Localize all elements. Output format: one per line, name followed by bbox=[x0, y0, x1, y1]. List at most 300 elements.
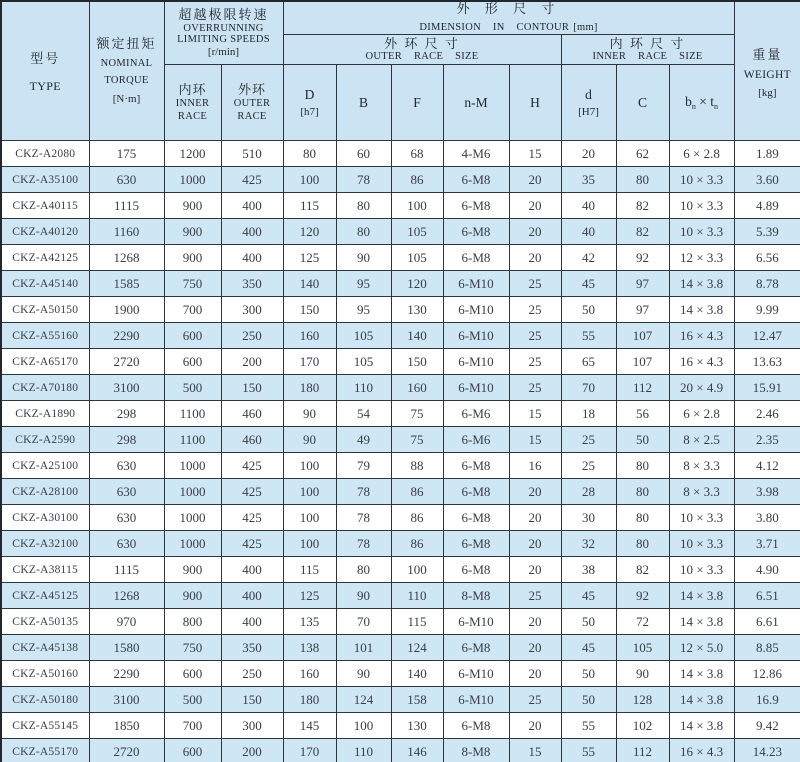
cell-C: 80 bbox=[616, 453, 669, 479]
cell-C: 80 bbox=[616, 167, 669, 193]
type-label-zh: 型号 bbox=[30, 51, 61, 67]
cell-torque: 298 bbox=[89, 427, 164, 453]
cell-F: 86 bbox=[391, 479, 443, 505]
cell-bxt: 20 × 4.9 bbox=[669, 375, 734, 401]
cell-speed-outer: 510 bbox=[221, 141, 283, 167]
cell-speed-outer: 460 bbox=[221, 427, 283, 453]
cell-H: 15 bbox=[509, 401, 561, 427]
cell-n-M: 6-M8 bbox=[443, 193, 509, 219]
col-header-speed-inner bbox=[164, 65, 221, 141]
cell-n-M: 6-M8 bbox=[443, 479, 509, 505]
cell-C: 102 bbox=[616, 713, 669, 739]
cell-n-M: 6-M10 bbox=[443, 609, 509, 635]
header-row-1 bbox=[1, 1, 800, 35]
cell-speed-outer: 250 bbox=[221, 323, 283, 349]
table-row bbox=[1, 193, 800, 219]
cell-d: 25 bbox=[561, 427, 616, 453]
table-body bbox=[1, 141, 800, 762]
cell-speed-inner: 750 bbox=[164, 635, 221, 661]
cell-type: CKZ-A1890 bbox=[1, 401, 89, 427]
cell-H: 15 bbox=[509, 427, 561, 453]
cell-C: 128 bbox=[616, 687, 669, 713]
col-header-weight bbox=[734, 1, 800, 141]
cell-weight: 16.9 bbox=[734, 687, 800, 713]
cell-H: 20 bbox=[509, 713, 561, 739]
cell-torque: 630 bbox=[89, 479, 164, 505]
cell-speed-inner: 1000 bbox=[164, 505, 221, 531]
table-row bbox=[1, 271, 800, 297]
cell-d: 20 bbox=[561, 141, 616, 167]
cell-speed-outer: 300 bbox=[221, 297, 283, 323]
col-header-B: B bbox=[336, 65, 391, 141]
cell-H: 20 bbox=[509, 609, 561, 635]
cell-D: 100 bbox=[283, 505, 336, 531]
cell-weight: 12.47 bbox=[734, 323, 800, 349]
cell-weight: 9.42 bbox=[734, 713, 800, 739]
speed-outer-en2: RACE bbox=[237, 111, 267, 123]
cell-speed-inner: 1100 bbox=[164, 427, 221, 453]
cell-speed-inner: 800 bbox=[164, 609, 221, 635]
cell-speed-inner: 1000 bbox=[164, 479, 221, 505]
cell-C: 80 bbox=[616, 505, 669, 531]
cell-F: 88 bbox=[391, 453, 443, 479]
cell-weight: 13.63 bbox=[734, 349, 800, 375]
cell-D: 125 bbox=[283, 245, 336, 271]
cell-d: 32 bbox=[561, 531, 616, 557]
cell-type: CKZ-A50160 bbox=[1, 661, 89, 687]
cell-speed-outer: 400 bbox=[221, 609, 283, 635]
cell-speed-inner: 600 bbox=[164, 661, 221, 687]
cell-speed-inner: 1200 bbox=[164, 141, 221, 167]
cell-F: 115 bbox=[391, 609, 443, 635]
cell-bxt: 14 × 3.8 bbox=[669, 583, 734, 609]
cell-bxt: 14 × 3.8 bbox=[669, 609, 734, 635]
cell-B: 79 bbox=[336, 453, 391, 479]
col-d-unit: [H7] bbox=[578, 105, 599, 118]
cell-n-M: 6-M8 bbox=[443, 635, 509, 661]
cell-type: CKZ-A35100 bbox=[1, 167, 89, 193]
cell-speed-inner: 500 bbox=[164, 687, 221, 713]
cell-type: CKZ-A65170 bbox=[1, 349, 89, 375]
cell-n-M: 6-M8 bbox=[443, 453, 509, 479]
cell-bxt: 10 × 3.3 bbox=[669, 167, 734, 193]
col-header-type bbox=[1, 1, 89, 141]
cell-B: 78 bbox=[336, 167, 391, 193]
cell-B: 80 bbox=[336, 219, 391, 245]
cell-bxt: 8 × 2.5 bbox=[669, 427, 734, 453]
table-row bbox=[1, 167, 800, 193]
dimension-label-en: DIMENSION IN CONTOUR bbox=[419, 21, 570, 33]
cell-type: CKZ-A28100 bbox=[1, 479, 89, 505]
speed-outer-zh: 外环 bbox=[237, 81, 266, 97]
cell-n-M: 6-M8 bbox=[443, 245, 509, 271]
cell-d: 45 bbox=[561, 271, 616, 297]
cell-type: CKZ-A25100 bbox=[1, 453, 89, 479]
cell-torque: 2720 bbox=[89, 349, 164, 375]
cell-torque: 3100 bbox=[89, 375, 164, 401]
torque-unit: [N·m] bbox=[112, 93, 141, 106]
cell-weight: 6.51 bbox=[734, 583, 800, 609]
cell-speed-inner: 1000 bbox=[164, 167, 221, 193]
col-header-d bbox=[561, 65, 616, 141]
cell-D: 180 bbox=[283, 375, 336, 401]
group-header-outer-size bbox=[283, 35, 561, 65]
cell-weight: 9.99 bbox=[734, 297, 800, 323]
cell-D: 115 bbox=[283, 557, 336, 583]
cell-d: 50 bbox=[561, 661, 616, 687]
cell-D: 90 bbox=[283, 427, 336, 453]
cell-d: 38 bbox=[561, 557, 616, 583]
cell-bxt: 10 × 3.3 bbox=[669, 531, 734, 557]
cell-D: 125 bbox=[283, 583, 336, 609]
cell-F: 130 bbox=[391, 297, 443, 323]
cell-C: 80 bbox=[616, 479, 669, 505]
cell-B: 78 bbox=[336, 479, 391, 505]
cell-weight: 6.61 bbox=[734, 609, 800, 635]
cell-d: 30 bbox=[561, 505, 616, 531]
cell-F: 158 bbox=[391, 687, 443, 713]
cell-n-M: 6-M8 bbox=[443, 531, 509, 557]
table-row bbox=[1, 583, 800, 609]
speed-inner-en1: INNER bbox=[175, 98, 210, 110]
cell-H: 20 bbox=[509, 557, 561, 583]
cell-speed-inner: 1000 bbox=[164, 531, 221, 557]
bt-t: t bbox=[710, 94, 714, 110]
cell-n-M: 6-M10 bbox=[443, 297, 509, 323]
cell-type: CKZ-A45138 bbox=[1, 635, 89, 661]
cell-speed-outer: 400 bbox=[221, 557, 283, 583]
cell-n-M: 6-M6 bbox=[443, 427, 509, 453]
cell-F: 86 bbox=[391, 505, 443, 531]
cell-C: 105 bbox=[616, 635, 669, 661]
cell-H: 20 bbox=[509, 193, 561, 219]
cell-B: 110 bbox=[336, 375, 391, 401]
cell-F: 86 bbox=[391, 167, 443, 193]
cell-C: 90 bbox=[616, 661, 669, 687]
cell-weight: 6.56 bbox=[734, 245, 800, 271]
cell-speed-outer: 250 bbox=[221, 661, 283, 687]
cell-bxt: 6 × 2.8 bbox=[669, 141, 734, 167]
cell-torque: 630 bbox=[89, 505, 164, 531]
cell-speed-outer: 200 bbox=[221, 349, 283, 375]
cell-type: CKZ-A70180 bbox=[1, 375, 89, 401]
cell-type: CKZ-A55170 bbox=[1, 739, 89, 762]
cell-n-M: 6-M8 bbox=[443, 167, 509, 193]
cell-weight: 8.85 bbox=[734, 635, 800, 661]
cell-B: 95 bbox=[336, 271, 391, 297]
cell-d: 70 bbox=[561, 375, 616, 401]
cell-F: 120 bbox=[391, 271, 443, 297]
cell-D: 115 bbox=[283, 193, 336, 219]
cell-d: 50 bbox=[561, 687, 616, 713]
table-row bbox=[1, 245, 800, 271]
cell-C: 107 bbox=[616, 323, 669, 349]
cell-n-M: 6-M8 bbox=[443, 713, 509, 739]
cell-C: 97 bbox=[616, 271, 669, 297]
table-row bbox=[1, 349, 800, 375]
cell-speed-outer: 425 bbox=[221, 505, 283, 531]
cell-d: 35 bbox=[561, 167, 616, 193]
cell-speed-inner: 600 bbox=[164, 739, 221, 762]
cell-D: 160 bbox=[283, 661, 336, 687]
cell-H: 25 bbox=[509, 375, 561, 401]
table-row bbox=[1, 713, 800, 739]
speed-outer-en1: OUTER bbox=[233, 98, 271, 110]
cell-speed-outer: 425 bbox=[221, 531, 283, 557]
cell-torque: 970 bbox=[89, 609, 164, 635]
cell-B: 49 bbox=[336, 427, 391, 453]
cell-speed-outer: 425 bbox=[221, 453, 283, 479]
col-D-unit: [h7] bbox=[300, 105, 319, 118]
cell-d: 25 bbox=[561, 453, 616, 479]
cell-d: 18 bbox=[561, 401, 616, 427]
cell-C: 112 bbox=[616, 739, 669, 762]
bt-b: b bbox=[685, 94, 692, 110]
cell-C: 107 bbox=[616, 349, 669, 375]
inner-size-label-en: INNER RACE SIZE bbox=[592, 51, 703, 63]
cell-bxt: 14 × 3.8 bbox=[669, 713, 734, 739]
table-header bbox=[1, 1, 800, 141]
cell-speed-outer: 460 bbox=[221, 401, 283, 427]
cell-speed-inner: 600 bbox=[164, 349, 221, 375]
cell-torque: 1115 bbox=[89, 193, 164, 219]
cell-H: 15 bbox=[509, 141, 561, 167]
cell-d: 55 bbox=[561, 739, 616, 762]
torque-label-en1: NOMINAL bbox=[100, 57, 153, 69]
weight-label-en: WEIGHT bbox=[743, 68, 791, 81]
cell-speed-inner: 600 bbox=[164, 323, 221, 349]
cell-F: 68 bbox=[391, 141, 443, 167]
cell-d: 40 bbox=[561, 219, 616, 245]
cell-speed-inner: 900 bbox=[164, 557, 221, 583]
cell-C: 50 bbox=[616, 427, 669, 453]
cell-weight: 8.78 bbox=[734, 271, 800, 297]
cell-bxt: 14 × 3.8 bbox=[669, 687, 734, 713]
cell-bxt: 10 × 3.3 bbox=[669, 193, 734, 219]
cell-type: CKZ-A40115 bbox=[1, 193, 89, 219]
cell-bxt: 8 × 3.3 bbox=[669, 479, 734, 505]
cell-D: 150 bbox=[283, 297, 336, 323]
cell-H: 25 bbox=[509, 583, 561, 609]
cell-H: 15 bbox=[509, 739, 561, 762]
cell-B: 95 bbox=[336, 297, 391, 323]
cell-D: 100 bbox=[283, 453, 336, 479]
cell-C: 80 bbox=[616, 531, 669, 557]
cell-torque: 1585 bbox=[89, 271, 164, 297]
cell-type: CKZ-A50135 bbox=[1, 609, 89, 635]
cell-speed-inner: 900 bbox=[164, 583, 221, 609]
cell-speed-outer: 425 bbox=[221, 167, 283, 193]
table-row bbox=[1, 427, 800, 453]
cell-speed-inner: 900 bbox=[164, 193, 221, 219]
cell-bxt: 16 × 4.3 bbox=[669, 323, 734, 349]
cell-D: 100 bbox=[283, 167, 336, 193]
cell-n-M: 8-M8 bbox=[443, 583, 509, 609]
cell-H: 25 bbox=[509, 297, 561, 323]
cell-bxt: 14 × 3.8 bbox=[669, 661, 734, 687]
cell-speed-inner: 750 bbox=[164, 271, 221, 297]
cell-D: 90 bbox=[283, 401, 336, 427]
col-header-nM: n-M bbox=[443, 65, 509, 141]
cell-torque: 1900 bbox=[89, 297, 164, 323]
cell-H: 20 bbox=[509, 479, 561, 505]
cell-F: 140 bbox=[391, 323, 443, 349]
cell-H: 20 bbox=[509, 661, 561, 687]
speed-inner-en2: RACE bbox=[177, 111, 208, 123]
col-header-bt bbox=[669, 65, 734, 141]
cell-weight: 4.90 bbox=[734, 557, 800, 583]
col-D-main: D bbox=[304, 86, 315, 102]
cell-H: 25 bbox=[509, 323, 561, 349]
cell-D: 80 bbox=[283, 141, 336, 167]
cell-torque: 1580 bbox=[89, 635, 164, 661]
cell-D: 160 bbox=[283, 323, 336, 349]
weight-unit: [kg] bbox=[758, 86, 777, 99]
cell-d: 40 bbox=[561, 193, 616, 219]
weight-label-zh: 重量 bbox=[752, 46, 783, 62]
outer-size-label-zh: 外 环 尺 寸 bbox=[384, 35, 460, 51]
cell-H: 20 bbox=[509, 531, 561, 557]
cell-B: 100 bbox=[336, 713, 391, 739]
cell-type: CKZ-A50150 bbox=[1, 297, 89, 323]
cell-weight: 3.60 bbox=[734, 167, 800, 193]
table-row bbox=[1, 635, 800, 661]
cell-n-M: 8-M8 bbox=[443, 739, 509, 762]
cell-D: 138 bbox=[283, 635, 336, 661]
cell-type: CKZ-A55145 bbox=[1, 713, 89, 739]
bt-tsub: n bbox=[713, 102, 718, 112]
cell-H: 20 bbox=[509, 635, 561, 661]
cell-speed-outer: 300 bbox=[221, 713, 283, 739]
cell-C: 92 bbox=[616, 245, 669, 271]
cell-H: 25 bbox=[509, 349, 561, 375]
cell-F: 105 bbox=[391, 245, 443, 271]
cell-bxt: 8 × 3.3 bbox=[669, 453, 734, 479]
cell-speed-inner: 1000 bbox=[164, 453, 221, 479]
speeds-label-en2: LIMITING SPEEDS bbox=[177, 34, 270, 46]
cell-H: 20 bbox=[509, 505, 561, 531]
cell-bxt: 6 × 2.8 bbox=[669, 401, 734, 427]
cell-F: 150 bbox=[391, 349, 443, 375]
cell-speed-outer: 400 bbox=[221, 245, 283, 271]
cell-torque: 2290 bbox=[89, 323, 164, 349]
cell-weight: 3.98 bbox=[734, 479, 800, 505]
cell-torque: 298 bbox=[89, 401, 164, 427]
cell-weight: 4.89 bbox=[734, 193, 800, 219]
cell-weight: 1.89 bbox=[734, 141, 800, 167]
cell-d: 45 bbox=[561, 635, 616, 661]
cell-F: 75 bbox=[391, 401, 443, 427]
cell-speed-outer: 400 bbox=[221, 583, 283, 609]
table-row bbox=[1, 687, 800, 713]
cell-F: 130 bbox=[391, 713, 443, 739]
cell-B: 78 bbox=[336, 505, 391, 531]
group-header-inner-size bbox=[561, 35, 734, 65]
col-d-main: d bbox=[585, 86, 592, 102]
cell-F: 75 bbox=[391, 427, 443, 453]
cell-D: 100 bbox=[283, 479, 336, 505]
cell-torque: 1268 bbox=[89, 245, 164, 271]
speeds-label-en1: OVERRUNNING bbox=[183, 22, 264, 34]
table-row bbox=[1, 479, 800, 505]
table-row bbox=[1, 453, 800, 479]
cell-type: CKZ-A38115 bbox=[1, 557, 89, 583]
cell-speed-outer: 150 bbox=[221, 687, 283, 713]
bt-times: × bbox=[699, 94, 707, 110]
table-row bbox=[1, 297, 800, 323]
type-label-en: TYPE bbox=[29, 79, 61, 94]
bt-bsub: n bbox=[691, 102, 696, 112]
cell-speed-outer: 425 bbox=[221, 479, 283, 505]
table-row bbox=[1, 375, 800, 401]
cell-H: 20 bbox=[509, 245, 561, 271]
cell-bxt: 16 × 4.3 bbox=[669, 349, 734, 375]
cell-type: CKZ-A42125 bbox=[1, 245, 89, 271]
cell-C: 62 bbox=[616, 141, 669, 167]
cell-D: 145 bbox=[283, 713, 336, 739]
col-header-C: C bbox=[616, 65, 669, 141]
cell-D: 170 bbox=[283, 739, 336, 762]
cell-n-M: 6-M10 bbox=[443, 349, 509, 375]
cell-speed-inner: 500 bbox=[164, 375, 221, 401]
col-header-F: F bbox=[391, 65, 443, 141]
cell-d: 55 bbox=[561, 713, 616, 739]
cell-n-M: 6-M10 bbox=[443, 323, 509, 349]
cell-C: 56 bbox=[616, 401, 669, 427]
cell-D: 135 bbox=[283, 609, 336, 635]
cell-speed-inner: 900 bbox=[164, 245, 221, 271]
cell-type: CKZ-A2590 bbox=[1, 427, 89, 453]
dimension-label-zh: 外 形 尺 寸 bbox=[456, 1, 561, 16]
cell-F: 100 bbox=[391, 193, 443, 219]
table-row bbox=[1, 323, 800, 349]
cell-B: 90 bbox=[336, 245, 391, 271]
cell-D: 170 bbox=[283, 349, 336, 375]
cell-torque: 630 bbox=[89, 531, 164, 557]
cell-H: 20 bbox=[509, 219, 561, 245]
cell-torque: 1115 bbox=[89, 557, 164, 583]
table-row bbox=[1, 505, 800, 531]
cell-n-M: 6-M8 bbox=[443, 505, 509, 531]
cell-n-M: 6-M10 bbox=[443, 375, 509, 401]
torque-label-en2: TORQUE bbox=[104, 75, 149, 87]
col-header-speed-outer bbox=[221, 65, 283, 141]
cell-speed-outer: 150 bbox=[221, 375, 283, 401]
cell-weight: 5.39 bbox=[734, 219, 800, 245]
cell-B: 54 bbox=[336, 401, 391, 427]
dimension-unit: [mm] bbox=[573, 21, 598, 33]
cell-weight: 12.86 bbox=[734, 661, 800, 687]
speeds-label-zh: 超越极限转速 bbox=[178, 7, 269, 23]
cell-speed-outer: 350 bbox=[221, 635, 283, 661]
cell-d: 55 bbox=[561, 323, 616, 349]
cell-torque: 175 bbox=[89, 141, 164, 167]
torque-label-zh: 额定扭矩 bbox=[96, 36, 157, 52]
cell-type: CKZ-A32100 bbox=[1, 531, 89, 557]
cell-B: 105 bbox=[336, 349, 391, 375]
cell-speed-inner: 900 bbox=[164, 219, 221, 245]
cell-B: 80 bbox=[336, 193, 391, 219]
cell-bxt: 10 × 3.3 bbox=[669, 557, 734, 583]
cell-torque: 630 bbox=[89, 167, 164, 193]
cell-F: 100 bbox=[391, 557, 443, 583]
cell-torque: 2720 bbox=[89, 739, 164, 762]
cell-F: 124 bbox=[391, 635, 443, 661]
table-row bbox=[1, 401, 800, 427]
cell-weight: 3.71 bbox=[734, 531, 800, 557]
cell-D: 100 bbox=[283, 531, 336, 557]
cell-type: CKZ-A55160 bbox=[1, 323, 89, 349]
